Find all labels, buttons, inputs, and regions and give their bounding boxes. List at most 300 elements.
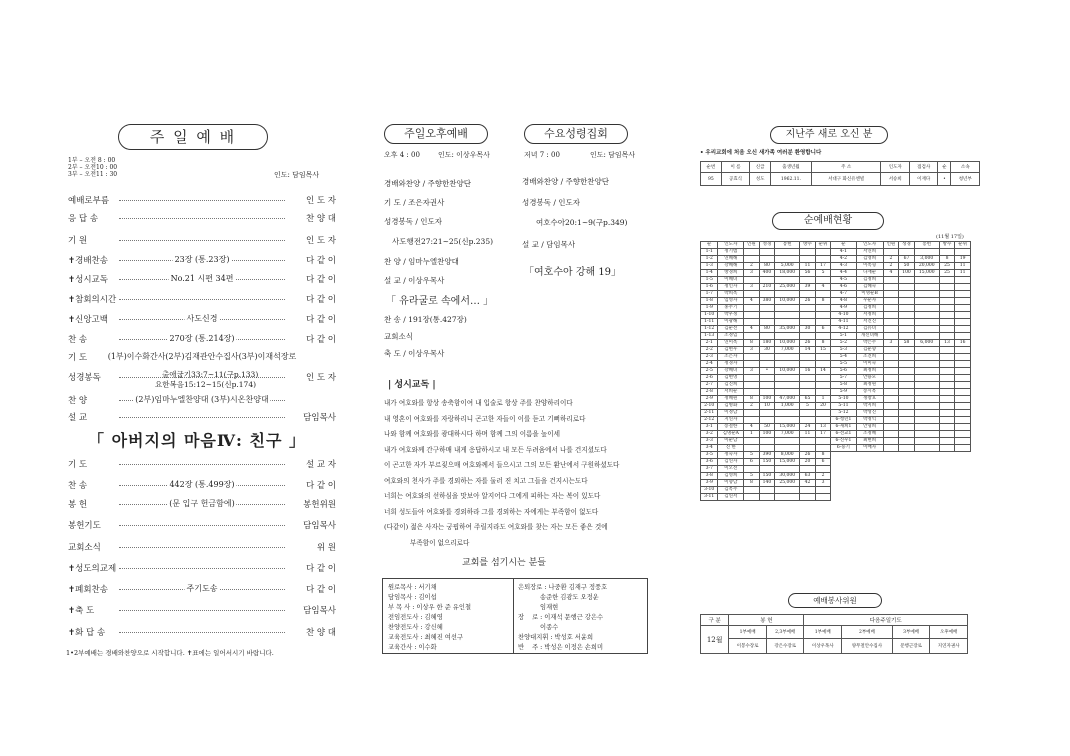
attendance-cell: 3-10 (701, 487, 718, 494)
attendance-cell (939, 375, 955, 382)
attendance-row (701, 375, 971, 382)
attendance-cell: 63 (800, 473, 816, 480)
attendance-cell: 조진희 (856, 354, 883, 361)
attendance-empty-cell (856, 452, 883, 459)
attendance-cell: 정인자 (718, 284, 744, 291)
attendance-cell (914, 438, 939, 445)
order-role: 다 같 이 (305, 335, 336, 345)
attendance-cell: 50 (759, 424, 775, 431)
attendance-cell: 26 (800, 340, 816, 347)
attendance-cell: 1-10 (701, 312, 718, 319)
service-times (68, 157, 117, 178)
attendance-empty-cell (914, 487, 939, 494)
attendance-empty-cell (831, 452, 856, 459)
attendance-cell (899, 382, 915, 389)
attendance-cell (939, 312, 955, 319)
attendance-cell: 김유녀 (856, 326, 883, 333)
attendance-cell: 5-6 (831, 368, 856, 375)
attendance-cell (899, 396, 915, 403)
attendance-cell (775, 256, 800, 263)
attendance-cell: 정경자 (718, 361, 744, 368)
attendance-cell: 이광해 (718, 319, 744, 326)
attendance-cell: 5-8 (831, 382, 856, 389)
attendance-cell (955, 326, 971, 333)
attendance-cell: 100 (759, 431, 775, 438)
order-role: 인 도 자 (305, 236, 336, 246)
order-detail: 270장 (통.214장) (169, 333, 235, 343)
attendance-cell (939, 396, 955, 403)
attendance-cell (955, 347, 971, 354)
service-person: 지연자권사 (930, 639, 968, 654)
attendance-cell (759, 305, 775, 312)
attendance-cell: 6 (744, 459, 760, 466)
attendance-title: 순예배현황 (772, 212, 884, 230)
order-label: 봉헌기도 (68, 521, 101, 531)
attendance-cell: 지연자 (718, 417, 744, 424)
attendance-empty-cell (939, 466, 955, 473)
service-sub: 1부예배 (804, 626, 842, 639)
reading-line: (다같이) 젊은 사자는 궁핍하여 주릴지라도 여호와를 찾는 자는 모든 좋은 것에 (384, 523, 608, 531)
attendance-cell: 이순남 (718, 438, 744, 445)
attendance-cell: 5-12 (831, 410, 856, 417)
attendance-cell (883, 354, 899, 361)
attendance-cell (955, 431, 971, 438)
attendance-cell (899, 410, 915, 417)
attendance-cell: 1-5 (701, 277, 718, 284)
attendance-cell (914, 431, 939, 438)
order-role: 다 같 이 (305, 256, 336, 266)
attendance-cell: 4-9 (831, 305, 856, 312)
attendance-empty-cell (899, 487, 915, 494)
attendance-cell: 홍주기 (718, 305, 744, 312)
afternoon-item: 기 도 / 조은자권사 (384, 198, 445, 207)
attendance-cell: 3-11 (701, 494, 718, 501)
dotted-leader (119, 240, 285, 241)
attendance-row (701, 487, 971, 494)
attendance-cell: 4-5 (831, 277, 856, 284)
attendance-cell: 이명순B (856, 291, 883, 298)
attendance-cell (899, 354, 915, 361)
attendance-cell (939, 354, 955, 361)
order-row (68, 582, 336, 596)
service-person: 강은수장로 (766, 639, 804, 654)
attendance-cell (914, 284, 939, 291)
attendance-cell (955, 403, 971, 410)
attendance-cell (744, 277, 760, 284)
attendance-cell: 6-청년1 (831, 417, 856, 424)
attendance-header: 봉헌 (775, 242, 800, 249)
newcomer-cell: 공효식 (721, 173, 749, 186)
attendance-cell: 100 (759, 396, 775, 403)
attendance-cell: 서연희 (856, 249, 883, 256)
attendance-cell: 정혜원 (718, 396, 744, 403)
attendance-empty-cell (831, 480, 856, 487)
attendance-cell: 1-8 (701, 298, 718, 305)
attendance-cell (939, 438, 955, 445)
attendance-cell (744, 417, 760, 424)
attendance-cell (759, 382, 775, 389)
attendance-row (701, 459, 971, 466)
order-detail: (1부)이수화간사(2부)김재관안수집사(3부)이재석장로 (107, 351, 297, 361)
attendance-cell: 80 (759, 263, 775, 270)
attendance-cell (914, 382, 939, 389)
attendance-cell (759, 291, 775, 298)
attendance-cell (955, 319, 971, 326)
attendance-cell (815, 277, 831, 284)
service-sub: 2부예배 (842, 626, 893, 639)
attendance-cell (883, 403, 899, 410)
attendance-cell (744, 382, 760, 389)
attendance-cell: 6-선교1 (831, 431, 856, 438)
attendance-cell: 30 (759, 347, 775, 354)
attendance-cell: 안용모 (856, 375, 883, 382)
attendance-empty-cell (831, 473, 856, 480)
attendance-cell: 김옥주 (718, 487, 744, 494)
dotted-leader (119, 583, 285, 593)
newcomer-header: 순 (938, 162, 951, 173)
attendance-empty-cell (899, 494, 915, 501)
attendance-cell: 58 (899, 340, 915, 347)
attendance-cell: 13 (815, 424, 831, 431)
attendance-cell: 이혜녀 (718, 277, 744, 284)
attendance-cell: 송시옥 (856, 389, 883, 396)
dotted-leader (119, 464, 285, 465)
attendance-empty-cell (883, 459, 899, 466)
attendance-cell (800, 375, 816, 382)
attendance-empty-cell (955, 480, 971, 487)
attendance-cell: 42 (800, 480, 816, 487)
attendance-cell: 김영희 (718, 473, 744, 480)
attendance-cell (759, 333, 775, 340)
newcomer-header: 접검사 (909, 162, 937, 173)
attendance-cell (800, 305, 816, 312)
dotted-leader (107, 351, 297, 361)
attendance-cell (815, 256, 831, 263)
attendance-cell (815, 312, 831, 319)
attendance-row (701, 298, 971, 305)
attendance-cell: 8 (815, 452, 831, 459)
attendance-cell (899, 361, 915, 368)
attendance-row (701, 494, 971, 501)
attendance-cell: 20 (815, 403, 831, 410)
attendance-empty-cell (955, 487, 971, 494)
attendance-cell (899, 347, 915, 354)
attendance-row (701, 354, 971, 361)
attendance-cell (939, 368, 955, 375)
dotted-leader (119, 254, 285, 264)
attendance-cell: 이오선 (718, 466, 744, 473)
order-role: 다 같 이 (305, 295, 336, 305)
order-row (68, 410, 336, 424)
attendance-cell: 4-6 (831, 284, 856, 291)
attendance-cell: 7,000 (775, 347, 800, 354)
attendance-cell (899, 445, 915, 452)
newcomer-title: 지난주 새로 오신 분 (770, 126, 888, 144)
attendance-cell: 5-5 (831, 361, 856, 368)
attendance-cell (800, 487, 816, 494)
servant-right: 이종수 (518, 624, 559, 631)
attendance-cell: 2-5 (701, 368, 718, 375)
attendance-cell (815, 382, 831, 389)
attendance-cell (775, 445, 800, 452)
attendance-cell (883, 319, 899, 326)
attendance-cell (939, 347, 955, 354)
attendance-cell: 35,000 (775, 326, 800, 333)
attendance-cell (744, 438, 760, 445)
attendance-cell: 2 (815, 473, 831, 480)
attendance-row (701, 466, 971, 473)
attendance-cell: 1 (744, 431, 760, 438)
attendance-cell: 김병화 (718, 403, 744, 410)
attendance-cell: 2 (883, 263, 899, 270)
attendance-cell: 6-신우1 (831, 438, 856, 445)
order-label: ✝참회의시간 (68, 295, 117, 305)
dotted-leader (119, 313, 285, 323)
attendance-cell (899, 424, 915, 431)
attendance-cell (759, 438, 775, 445)
attendance-cell: 4 (744, 326, 760, 333)
attendance-cell (939, 249, 955, 256)
service-sub: 2,3부예배 (766, 626, 804, 639)
attendance-cell (955, 438, 971, 445)
attendance-cell: 1 (815, 396, 831, 403)
servant-right: 임재현 (518, 604, 559, 611)
attendance-cell: 67 (899, 256, 915, 263)
servant-left: 교육전도사 : 최혜진 여선구 (388, 634, 464, 641)
attendance-cell (800, 291, 816, 298)
attendance-cell: 18,000 (775, 270, 800, 277)
attendance-cell (800, 319, 816, 326)
service-header: 구 분 (701, 615, 729, 626)
attendance-cell: 4-3 (831, 263, 856, 270)
attendance-cell (759, 361, 775, 368)
attendance-cell: 16 (955, 340, 971, 347)
attendance-cell: 4 (815, 284, 831, 291)
attendance-cell (744, 389, 760, 396)
attendance-cell: 김연자 (718, 459, 744, 466)
attendance-cell (815, 389, 831, 396)
attendance-cell: 임영자 (718, 298, 744, 305)
attendance-cell: 8 (744, 480, 760, 487)
attendance-cell (899, 305, 915, 312)
attendance-cell: 김영희 (856, 256, 883, 263)
attendance-cell (939, 382, 955, 389)
attendance-cell (914, 396, 939, 403)
attendance-cell (800, 466, 816, 473)
attendance-cell: 1-2 (701, 256, 718, 263)
order-row (68, 518, 336, 532)
attendance-row (701, 480, 971, 487)
order-detail: 442장 (통.499장) (169, 479, 235, 489)
attendance-cell: 8 (815, 340, 831, 347)
attendance-row (701, 452, 971, 459)
attendance-cell (883, 284, 899, 291)
servant-right: 장 로 : 이재석 문행근 강은수 (518, 614, 604, 621)
attendance-cell: 17 (815, 263, 831, 270)
attendance-cell: 25,000 (775, 480, 800, 487)
dotted-leader (119, 218, 285, 219)
newcomer-header: 이 름 (721, 162, 749, 173)
attendance-cell (883, 368, 899, 375)
attendance-cell: 이옥형 (856, 263, 883, 270)
attendance-cell: 1-1 (701, 249, 718, 256)
attendance-cell: 연혜해 (718, 256, 744, 263)
wednesday-item: 성경봉독 / 인도자 (522, 198, 581, 207)
attendance-cell: 송철한 (718, 424, 744, 431)
order-label: 봉 헌 (68, 500, 88, 510)
attendance-cell (815, 361, 831, 368)
attendance-cell (775, 487, 800, 494)
attendance-cell: 20,000 (914, 263, 939, 270)
attendance-cell (883, 347, 899, 354)
afternoon-leader: 인도: 이상우목사 (438, 151, 490, 159)
order-label: ✝성시교독 (68, 275, 108, 285)
attendance-cell: 1,000 (775, 403, 800, 410)
service-header: 다음주일기도 (804, 615, 968, 626)
order-label: 예배로부름 (68, 196, 110, 206)
service-month: 12월 (701, 626, 729, 654)
attendance-cell: 8 (744, 396, 760, 403)
reading-line: 내가 여호와를 항상 송축함이여 내 입술로 항상 주를 찬양하리이다 (384, 399, 573, 407)
attendance-cell: 2-7 (701, 382, 718, 389)
attendance-cell: 5-11 (831, 403, 856, 410)
attendance-cell (744, 445, 760, 452)
attendance-cell (800, 494, 816, 501)
wednesday-leader: 인도: 담임목사 (590, 151, 636, 159)
order-row (68, 457, 336, 471)
attendance-cell (939, 305, 955, 312)
attendance-cell: 연미옥 (718, 340, 744, 347)
attendance-cell (815, 438, 831, 445)
attendance-cell (939, 403, 955, 410)
attendance-cell: 210 (759, 284, 775, 291)
attendance-cell: 조정혜 (856, 431, 883, 438)
attendance-cell (800, 277, 816, 284)
attendance-cell: 최현희 (856, 438, 883, 445)
order-role: 설 교 자 (305, 460, 336, 470)
attendance-cell: 5-2 (831, 340, 856, 347)
attendance-cell: 50 (899, 263, 915, 270)
wednesday-item: 설 교 / 담임목사 (522, 240, 576, 249)
attendance-cell: 3-2 (701, 431, 718, 438)
attendance-cell: 2-6 (701, 375, 718, 382)
attendance-cell (815, 494, 831, 501)
order-label: 기 도 (68, 353, 88, 363)
attendance-cell: 150 (759, 459, 775, 466)
attendance-cell (883, 438, 899, 445)
attendance-cell (883, 431, 899, 438)
attendance-cell (775, 375, 800, 382)
attendance-cell (883, 249, 899, 256)
attendance-cell (800, 438, 816, 445)
attendance-cell (815, 319, 831, 326)
attendance-cell: 15,000 (775, 424, 800, 431)
attendance-cell (914, 291, 939, 298)
order-label: ✝폐회찬송 (68, 585, 108, 595)
order-detail: No.21 시편 34편 (170, 273, 234, 283)
attendance-empty-cell (939, 452, 955, 459)
attendance-cell (914, 277, 939, 284)
order-row (68, 625, 336, 639)
attendance-cell: 6 (815, 459, 831, 466)
attendance-header: 성경 (759, 242, 775, 249)
attendance-cell: 5-10 (831, 396, 856, 403)
newcomer-cell: • (938, 173, 951, 186)
attendance-cell: 5-3 (831, 347, 856, 354)
attendance-cell: 30 (800, 326, 816, 333)
attendance-cell: 15,000 (914, 270, 939, 277)
attendance-empty-cell (831, 459, 856, 466)
afternoon-item: 축 도 / 이상우목사 (384, 349, 445, 358)
attendance-empty-cell (856, 459, 883, 466)
attendance-cell: 2 (883, 256, 899, 263)
attendance-cell (899, 277, 915, 284)
time-3: 3부 – 오전11 : 30 (68, 171, 118, 178)
attendance-cell: 4-8 (831, 298, 856, 305)
attendance-cell: 4-11 (831, 319, 856, 326)
attendance-empty-cell (883, 480, 899, 487)
order-detail: (문 입구 헌금함에) (169, 498, 235, 508)
attendance-cell: 1-3 (701, 263, 718, 270)
attendance-cell (775, 438, 800, 445)
reading-line: 나와 함께 여호와를 광대하시다 하며 함께 그의 이름을 높이세 (384, 430, 561, 438)
order-label: 성경봉독 (68, 373, 101, 383)
attendance-cell (815, 375, 831, 382)
attendance-cell: 1-9 (701, 305, 718, 312)
dotted-leader (119, 547, 285, 548)
attendance-cell (800, 249, 816, 256)
order-role: 담임목사 (303, 606, 336, 616)
attendance-cell (775, 277, 800, 284)
service-sub: 1부예배 (729, 626, 767, 639)
attendance-cell: 서희순 (718, 389, 744, 396)
order-row (68, 272, 336, 286)
attendance-cell (939, 410, 955, 417)
attendance-cell: 3-4 (701, 445, 718, 452)
attendance-header: 순 (701, 242, 718, 249)
attendance-cell: 정기범 (718, 249, 744, 256)
attendance-empty-cell (883, 487, 899, 494)
attendance-cell (899, 375, 915, 382)
afternoon-time: 오후 4 : 00 (384, 151, 420, 159)
dotted-leader (119, 498, 285, 508)
attendance-cell (883, 305, 899, 312)
attendance-cell: 30,000 (775, 473, 800, 480)
attendance-empty-cell (831, 494, 856, 501)
order-row (68, 561, 336, 575)
newcomer-header: 소속 (951, 162, 980, 173)
attendance-cell (883, 445, 899, 452)
attendance-cell (955, 424, 971, 431)
attendance-cell (759, 389, 775, 396)
order-role: 다 같 이 (305, 585, 336, 595)
attendance-cell (914, 403, 939, 410)
service-committee-table (700, 614, 968, 654)
order-detail: 23장 (통.23장) (174, 254, 230, 264)
order-label: ✝화 답 송 (68, 628, 106, 638)
attendance-cell: 조정임 (718, 333, 744, 340)
attendance-cell (899, 249, 915, 256)
attendance-cell (939, 277, 955, 284)
attendance-cell: 3-8 (701, 473, 718, 480)
attendance-cell (815, 417, 831, 424)
order-role: 인 도 자 (305, 373, 336, 383)
attendance-cell (914, 333, 939, 340)
attendance-row (701, 368, 971, 375)
dotted-leader (119, 333, 285, 343)
attendance-cell: 박성진 (856, 410, 883, 417)
attendance-cell (815, 445, 831, 452)
